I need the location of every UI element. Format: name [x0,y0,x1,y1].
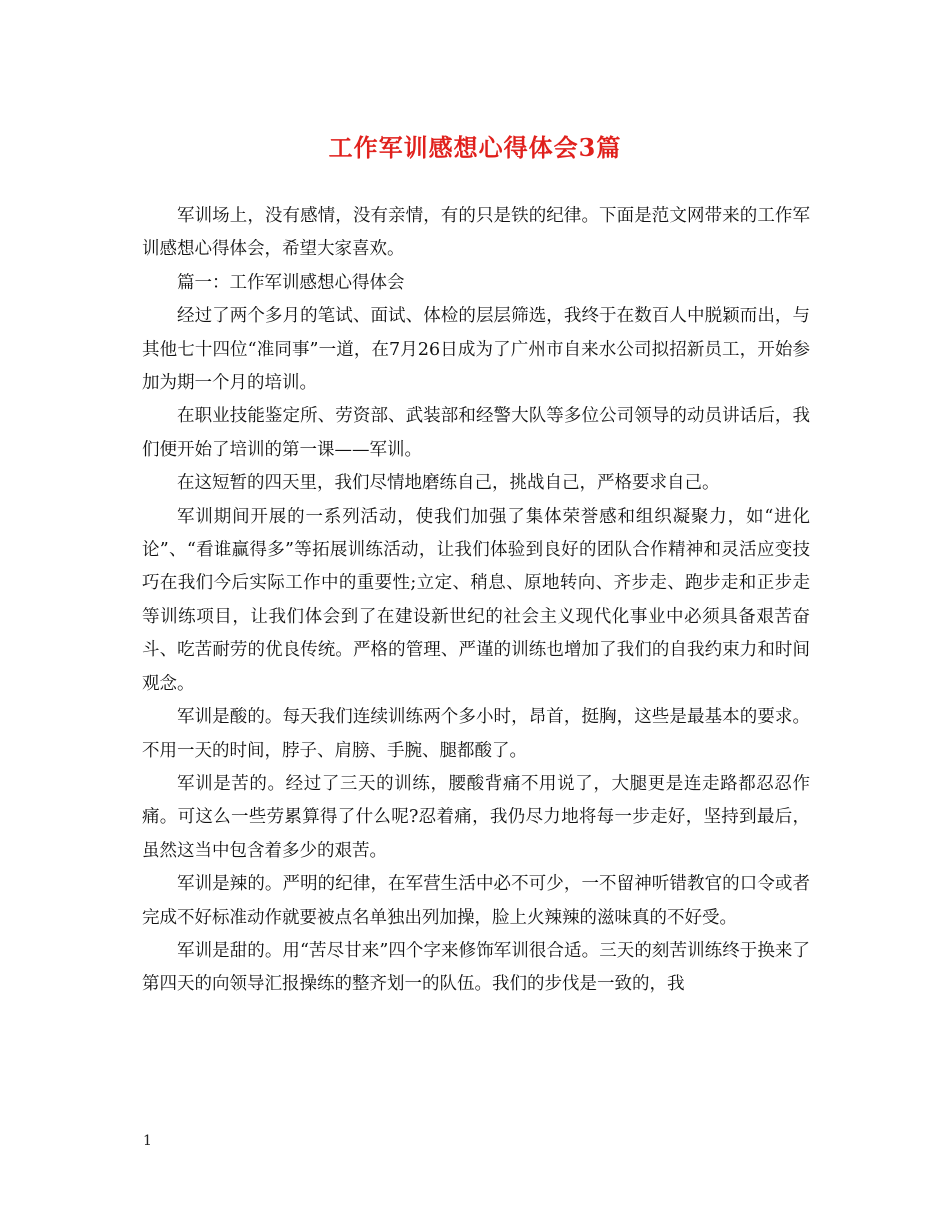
paragraph: 军训是酸的。每天我们连续训练两个多小时，昂首，挺胸，这些是最基本的要求。不用一天的时间，脖子、肩膀、手腕、腿都酸了。 [142,707,810,761]
document-title: 工作军训感想心得体会3篇 [328,133,622,162]
section-heading: 篇一：工作军训感想心得体会 [177,272,405,293]
paragraph: 在这短暂的四天里，我们尽情地磨练自己，挑战自己，严格要求自己。 [177,473,720,494]
page-number: 1 [143,1133,152,1149]
paragraph-intro: 军训场上，没有感情，没有亲情，有的只是铁的纪律。下面是范文网带来的工作军训感想心得体会，希望大家喜欢。 [142,206,810,260]
paragraph: 军训是苦的。经过了三天的训练，腰酸背痛不用说了，大腿更是连走路都忍忍作痛。可这么一些劳累算得了什么呢?忍着痛，我仍尽力地将每一步走好，坚持到最后，虽然这当中包含着多少的艰苦。 [142,773,810,861]
paragraph: 经过了两个多月的笔试、面试、体检的层层筛选，我终于在数百人中脱颖而出，与其他七十四位“准同事”一道，在7月26日成为了广州市自来水公司拟招新员工，开始参加为期一个月的培训。 [142,306,810,394]
paragraph: 军训是辣的。严明的纪律，在军营生活中必不可少，一不留神听错教官的口令或者完成不好标准动作就要被点名单独出列加操，脸上火辣辣的滋味真的不好受。 [142,874,810,928]
paragraph: 在职业技能鉴定所、劳资部、武装部和经警大队等多位公司领导的动员讲话后，我们便开始了培训的第一课——军训。 [142,406,810,460]
paragraph: 军训期间开展的一系列活动，使我们加强了集体荣誉感和组织凝聚力，如“进化论”、“看谁赢得多”等拓展训练活动，让我们体验到良好的团队合作精神和灵活应变技巧在我们今后实际工作中的重要性;立定、稍息、原地转向、齐步走、跑步走和正步走等训练项目，让我们体会到了在建设新世纪的社会主义现代化事业中必须具备艰苦奋斗、吃苦耐劳的优良传统。严格的管理、严谨的训练也增加了我们的自我约束力和时间观念。 [142,506,810,694]
paragraph: 军训是甜的。用“苦尽甘来”四个字来修饰军训很合适。三天的刻苦训练终于换来了第四天的向领导汇报操练的整齐划一的队伍。我们的步伐是一致的，我 [142,940,810,995]
document-body [142,200,810,1002]
